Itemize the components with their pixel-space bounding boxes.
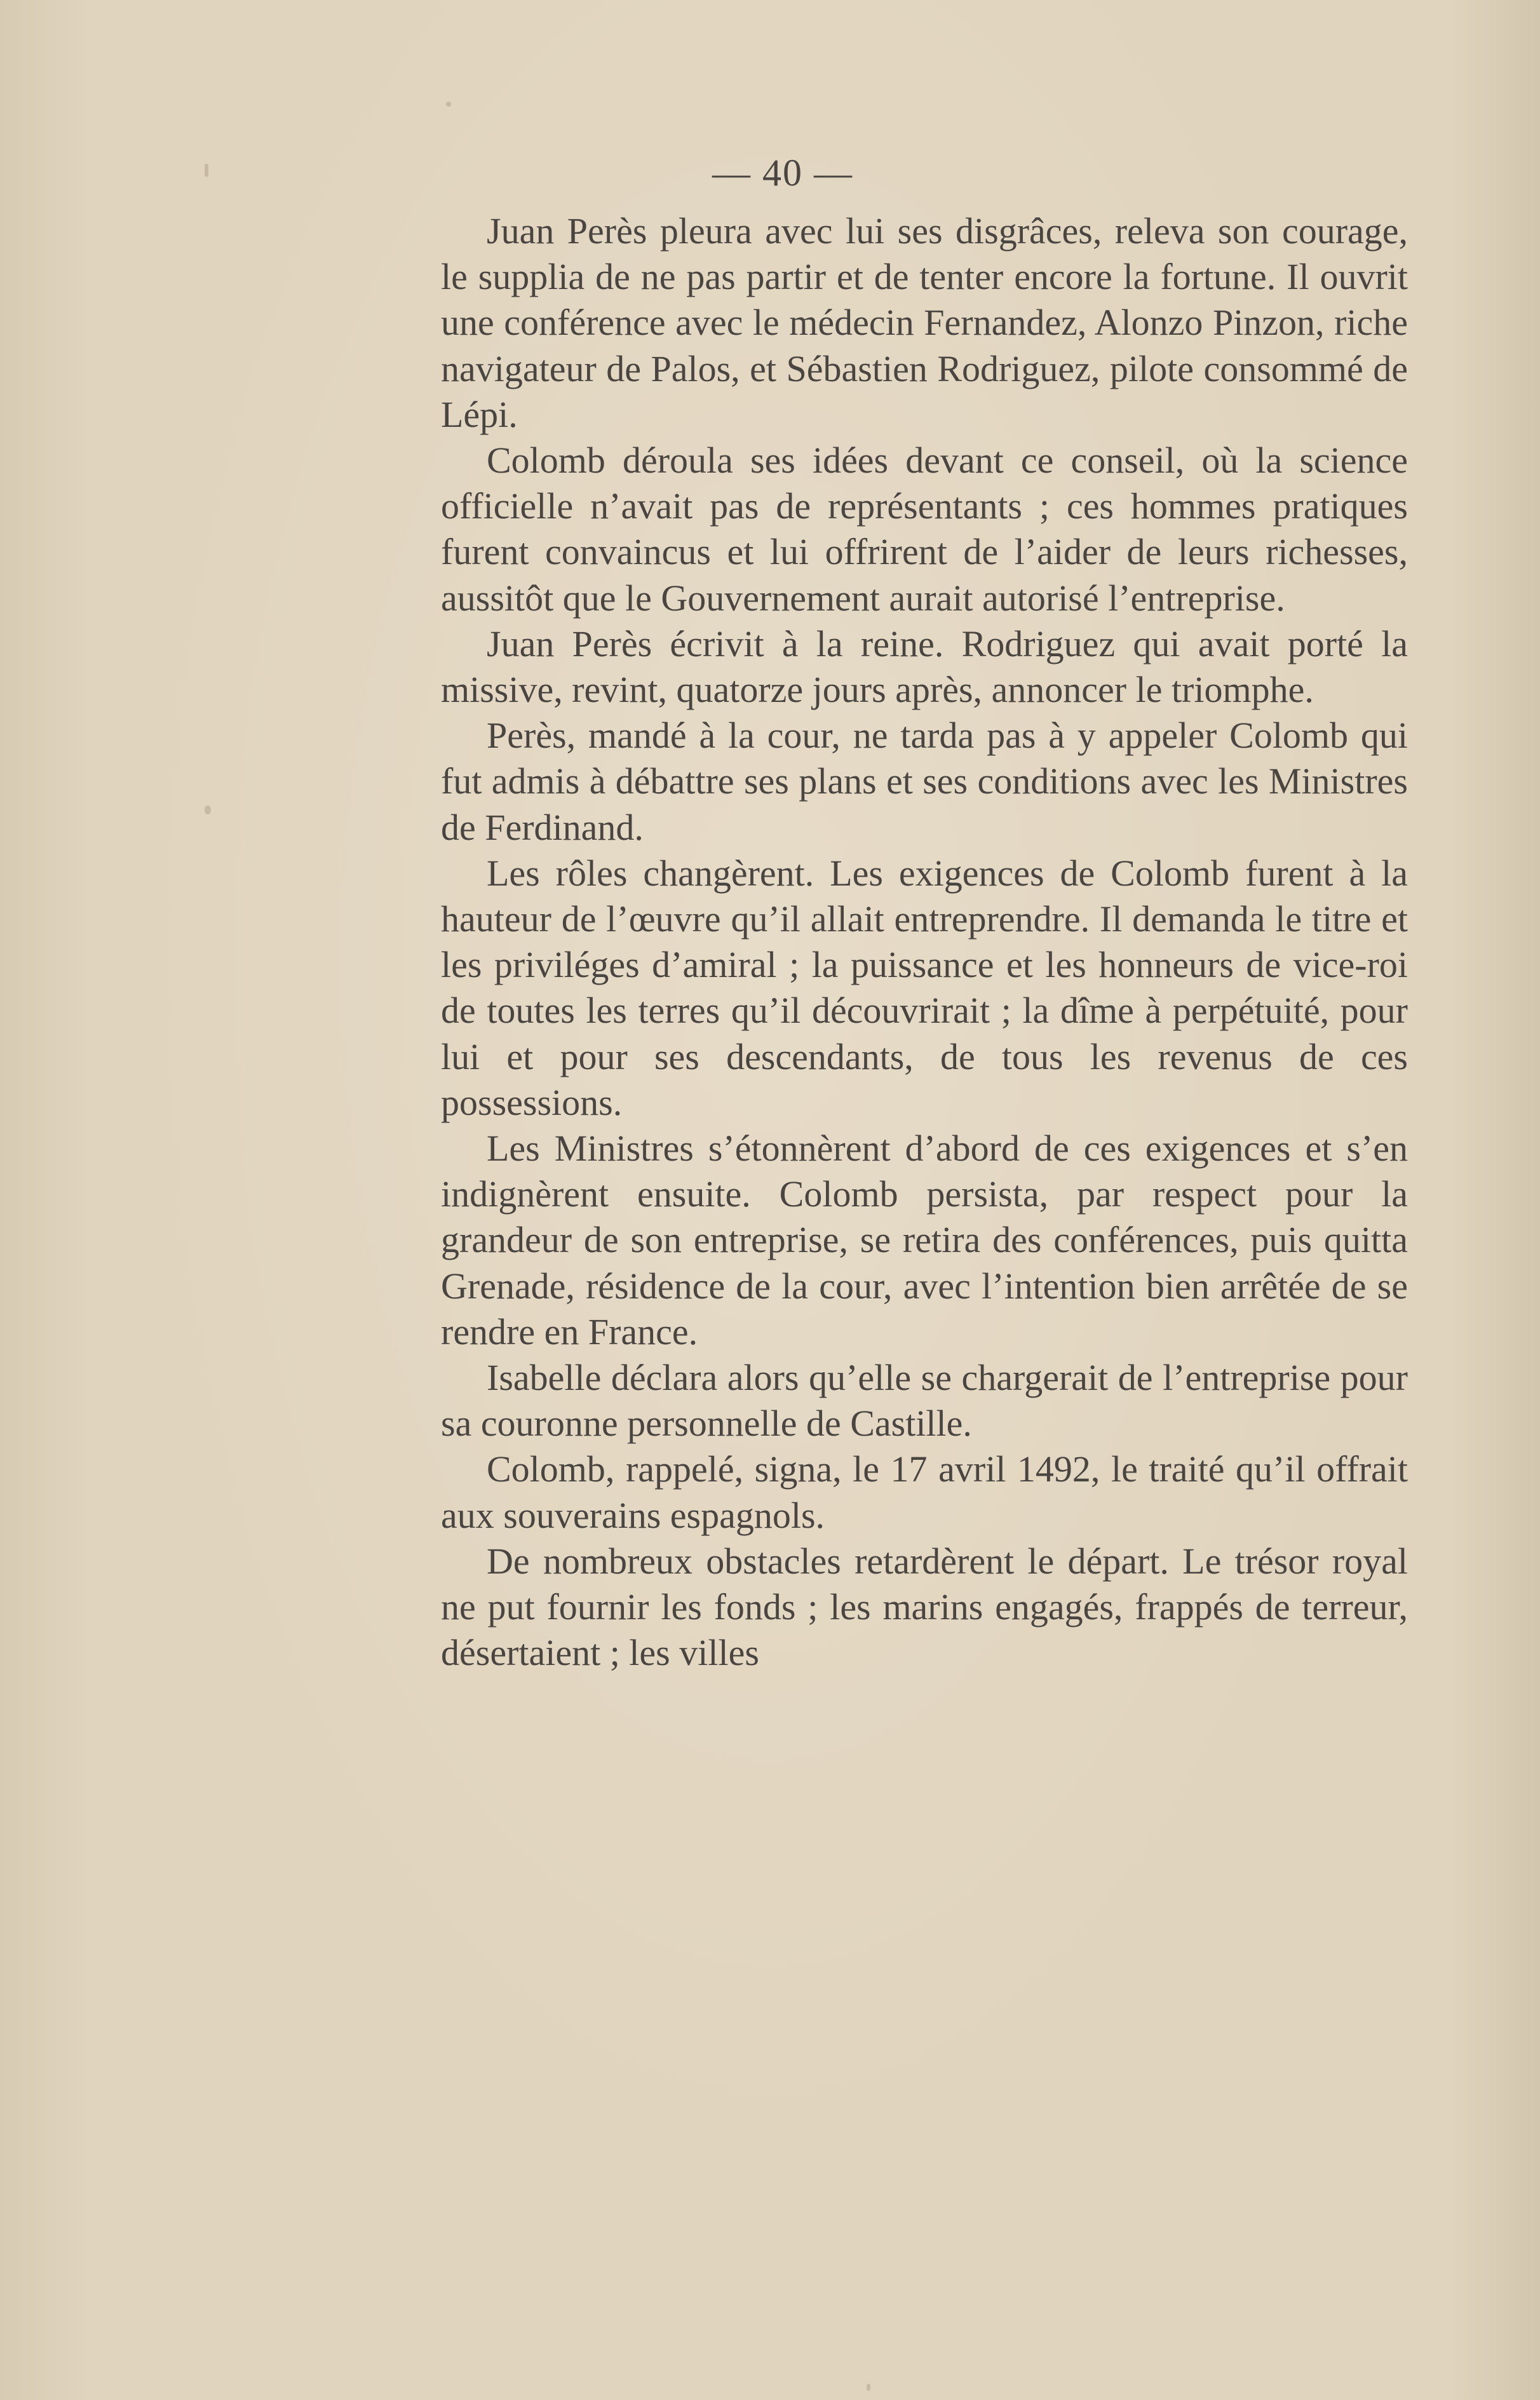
paragraph: De nombreux obstacles retardèrent le départ. Le trésor royal ne put fournir les fonds ; les marins engagés, frappés de terreur, désertaient ; les villes: [441, 1540, 1408, 1674]
paragraph: Colomb déroula ses idées devant ce conseil, où la science officielle n’avait pas de représentants ; ces hommes pratiques furent convaincus et lui offrirent de l’aider de leurs richesses, aussitôt que le Gouvernement aurait autorisé l’entreprise.: [441, 440, 1408, 619]
paragraph: Perès, mandé à la cour, ne tarda pas à y appeler Colomb qui fut admis à débattre ses plans et ses conditions avec les Ministres de Ferdinand.: [441, 715, 1408, 848]
body-text: [441, 208, 1408, 1676]
paragraph: Isabelle déclara alors qu’elle se chargerait de l’entreprise pour sa couronne personnelle de Castille.: [441, 1357, 1408, 1445]
paper-speck: [867, 2383, 870, 2391]
paragraph: Juan Perès écrivit à la reine. Rodriguez qui avait porté la missive, revint, quatorze jours après, annoncer le triomphe.: [441, 623, 1408, 711]
page-number: — 40 —: [712, 152, 853, 194]
paper-speck: [205, 806, 211, 814]
paragraph: Les rôles changèrent. Les exigences de Colomb furent à la hauteur de l’œuvre qu’il allait entreprendre. Il demanda le titre et les priviléges d’amiral ; la puissance et les honneurs de vice-roi de toutes les terres qu’il découvrirait ; la dîme à perpétuité, pour lui et pour ses descendants, de tous les revenus de ces possessions.: [441, 852, 1408, 1123]
paragraph: Les Ministres s’étonnèrent d’abord de ces exigences et s’en indignèrent ensuite. Colomb persista, par respect pour la grandeur de son entreprise, se retira des conférences, puis quitta Grenade, résidence de la cour, avec l’intention bien arrêtée de se rendre en France.: [441, 1128, 1408, 1352]
paragraph: Juan Perès pleura avec lui ses disgrâces, releva son courage, le supplia de ne pas partir et de tenter encore la fortune. Il ouvrit une conférence avec le médecin Fernandez, Alonzo Pinzon, riche navigateur de Palos, et Sébastien Rodriguez, pilote consommé de Lépi.: [441, 210, 1408, 435]
paper-speck: [446, 102, 451, 107]
paragraph: Colomb, rappelé, signa, le 17 avril 1492, le traité qu’il offrait aux souverains espagnols.: [441, 1448, 1408, 1536]
